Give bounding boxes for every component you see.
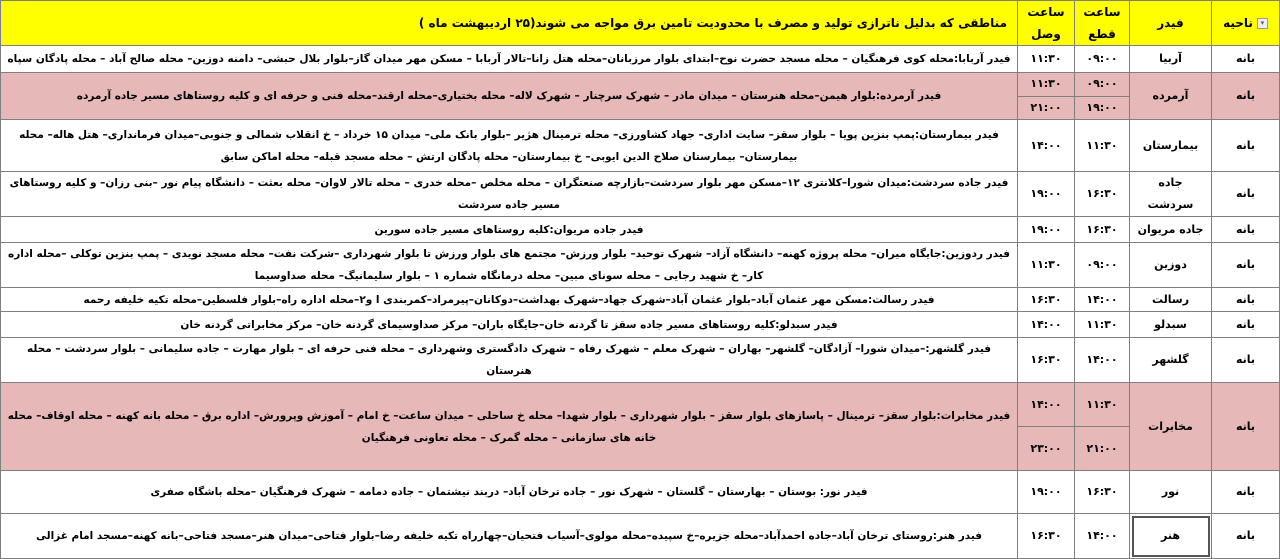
cut-time-cell[interactable]: ۱۱:۳۰ xyxy=(1075,383,1130,427)
feeder-cell[interactable]: هنر xyxy=(1130,514,1212,559)
areas-cell[interactable]: فیدر رسالت:مسکن مهر عثمان آباد–بلوار عثمان آباد–شهرک جهاد–شهرک بهداشت–دوکانان–پیرمراد–کمربندی ا و۲–محله اداره راه–بلوار فلسطین–محله تکیه خلیفه رحمه xyxy=(1,288,1018,312)
cut-time-cell[interactable]: ۱۶:۳۰ xyxy=(1075,471,1130,514)
connect-time-cell[interactable]: ۲۳:۰۰ xyxy=(1018,427,1075,471)
header-areas[interactable]: مناطقی که بدلیل ناترازی تولید و مصرف با محدودیت تامین برق مواجه می شوند(۲۵ اردیبهشت ماه ) xyxy=(1,1,1018,46)
table-row xyxy=(1,312,1280,338)
connect-time-cell[interactable]: ۱۶:۳۰ xyxy=(1018,514,1075,559)
feeder-cell[interactable]: بیمارستان xyxy=(1130,120,1212,172)
connect-time-cell[interactable]: ۱۴:۰۰ xyxy=(1018,383,1075,427)
cut-time-cell[interactable]: ۱۱:۳۰ xyxy=(1075,120,1130,172)
table-row xyxy=(1,338,1280,383)
connect-time-cell[interactable]: ۱۹:۰۰ xyxy=(1018,172,1075,217)
table-row xyxy=(1,73,1280,97)
connect-time-cell[interactable]: ۲۱:۰۰ xyxy=(1018,96,1075,120)
cut-time-cell[interactable]: ۱۴:۰۰ xyxy=(1075,514,1130,559)
cut-time-cell[interactable]: ۱۶:۳۰ xyxy=(1075,217,1130,243)
cut-time-cell[interactable]: ۱۴:۰۰ xyxy=(1075,338,1130,383)
feeder-cell[interactable]: جاده سردشت xyxy=(1130,172,1212,217)
cut-time-cell[interactable]: ۱۱:۳۰ xyxy=(1075,312,1130,338)
areas-cell[interactable]: فیدر آرمرده:بلوار هیمن–محله هنرستان – میدان مادر – شهرک سرچنار – شهرک لاله– محله بختیاری–محله ارقند–محله فنی و حرفه ای و کلیه روستاهای مسیر جاده آرمرده xyxy=(1,73,1018,120)
table-row xyxy=(1,217,1280,243)
areas-cell[interactable]: فیدر سبدلو:کلیه روستاهای مسیر جاده سقز تا گردنه خان–جایگاه باران– مرکز صداوسیمای گردنه خان– مرکز مخابراتی گردنه خان xyxy=(1,312,1018,338)
header-row xyxy=(1,1,1280,46)
areas-cell[interactable]: فیدر نور: بوستان – بهارستان – گلستان – شهرک نور – جاده ترخان آباد– دربند نیشتمان – جاده دمامه – شهرک فرهنگیان –محله باشگاه صفری xyxy=(1,471,1018,514)
feeder-cell[interactable]: سبدلو xyxy=(1130,312,1212,338)
connect-time-cell[interactable]: ۱۹:۰۰ xyxy=(1018,217,1075,243)
region-cell[interactable]: بانه xyxy=(1212,46,1280,73)
feeder-cell[interactable]: آربیا xyxy=(1130,46,1212,73)
areas-cell[interactable]: فیدر آربابا:محله کوی فرهنگیان – محله مسجد حضرت نوح–ابتدای بلوار مرزبانان–محله هتل زانا–تالار آربابا – مسکن مهر میدان گاز–بلوار بلال حبشی– دامنه دوزین– محله صالح آباد – محله پادگان سپاه xyxy=(1,46,1018,73)
region-cell[interactable]: بانه xyxy=(1212,73,1280,120)
connect-time-cell[interactable]: ۱۱:۳۰ xyxy=(1018,46,1075,73)
region-cell[interactable]: بانه xyxy=(1212,217,1280,243)
feeder-cell[interactable]: دوزین xyxy=(1130,243,1212,288)
connect-time-cell[interactable]: ۱۴:۰۰ xyxy=(1018,312,1075,338)
region-cell[interactable]: بانه xyxy=(1212,338,1280,383)
table-row xyxy=(1,120,1280,172)
connect-time-cell[interactable]: ۱۴:۰۰ xyxy=(1018,120,1075,172)
table-row xyxy=(1,288,1280,312)
cut-time-cell[interactable]: ۰۹:۰۰ xyxy=(1075,73,1130,97)
connect-time-cell[interactable]: ۱۱:۳۰ xyxy=(1018,73,1075,97)
region-cell[interactable]: بانه xyxy=(1212,288,1280,312)
header-connect-time[interactable]: ساعت وصل xyxy=(1018,1,1075,46)
areas-cell[interactable]: فیدر جاده سردشت:میدان شورا–کلانتری ۱۲–مسکن مهر بلوار سردشت–بازارچه صنعتگران – محله مخلص –محله خدری – محله تالار لاوان– محله بعثت – دانشگاه پیام نور –بنی رزان– و کلیه روستاهای مسیر جاده سردشت xyxy=(1,172,1018,217)
region-cell[interactable]: بانه xyxy=(1212,514,1280,559)
cut-time-cell[interactable]: ۲۱:۰۰ xyxy=(1075,427,1130,471)
cut-time-cell[interactable]: ۱۶:۳۰ xyxy=(1075,172,1130,217)
header-region-label: ناحیه xyxy=(1223,16,1253,30)
cut-time-cell[interactable]: ۰۹:۰۰ xyxy=(1075,46,1130,73)
areas-cell[interactable]: فیدر هنر:روستای ترخان آباد–جاده احمدآباد–محله جزیره–خ سپیده–محله مولوی–آسیاب فتحیان–چهارراه تکیه خلیفه رضا–بلوار فتاحی–میدان هنر–مسجد فتاحی–بانه کهنه–مسجد امام غزالی xyxy=(1,514,1018,559)
region-cell[interactable]: بانه xyxy=(1212,243,1280,288)
areas-cell[interactable]: فیدر ردوزین:جایگاه میران– محله پروژه کهنه– دانشگاه آزاد– شهرک توحید– بلوار ورزش– مجتمع های بلوار ورزش تا بلوار شهرداری –شرکت نفت– محله مسجد نویدی – پمپ بنزین توکلی –محله اداره کار– خ شهید رجایی – محله سونای مبین– محله درمانگاه شماره ۱ – بلوار سلیمانیگ– محله صداوسیما xyxy=(1,243,1018,288)
cut-time-cell[interactable]: ۰۹:۰۰ xyxy=(1075,243,1130,288)
areas-cell[interactable]: فیدر گلشهر:–میدان شورا– آزادگان– گلشهر– بهاران – شهرک معلم – شهرک رفاه – شهرک دادگستری وشهرداری – محله فنی حرفه ای – بلوار مهارت – جاده سلیمانی – بلوار سردشت – محله هنرستان xyxy=(1,338,1018,383)
feeder-cell[interactable]: نور xyxy=(1130,471,1212,514)
table-row xyxy=(1,46,1280,73)
areas-cell[interactable]: فیدر جاده مریوان:کلیه روستاهای مسیر جاده سورین xyxy=(1,217,1018,243)
region-cell[interactable]: بانه xyxy=(1212,383,1280,471)
table-row xyxy=(1,383,1280,427)
connect-time-cell[interactable]: ۱۹:۰۰ xyxy=(1018,471,1075,514)
region-cell[interactable]: بانه xyxy=(1212,120,1280,172)
table-row xyxy=(1,243,1280,288)
feeder-cell[interactable]: مخابرات xyxy=(1130,383,1212,471)
filter-dropdown-icon[interactable]: ▾ xyxy=(1257,18,1268,29)
feeder-cell[interactable]: رسالت xyxy=(1130,288,1212,312)
header-region[interactable] xyxy=(1212,1,1280,46)
feeder-cell[interactable]: آرمرده xyxy=(1130,73,1212,120)
header-cut-time[interactable]: ساعت قطع xyxy=(1075,1,1130,46)
table-row xyxy=(1,471,1280,514)
areas-cell[interactable]: فیدر مخابرات:بلوار سقز– ترمینال – پاسازهای بلوار سقز – بلوار شهرداری – بلوار شهدا– محله خ ساحلی – میدان ساعت– خ امام – آموزش وپرورش– اداره برق – محله بانه کهنه – محله اوقاف– محله خانه های سازمانی – محله گمرک – محله تعاونی فرهنگیان xyxy=(1,383,1018,471)
connect-time-cell[interactable]: ۱۶:۳۰ xyxy=(1018,338,1075,383)
areas-cell[interactable]: فیدر بیمارستان:پمپ بنزین پویا – بلوار سقز– سایت اداری– جهاد کشاورزی– محله ترمینال هژیر –بلوار بانک ملی– میدان ۱۵ خرداد – خ انقلاب شمالی و جنوبی–میدان فرمانداری– هتل هاله– محله بیمارستان– بیمارستان صلاح الدین ایوبی– خ بیمارستان– محله پادگان ارتش – محله مسجد قبله– محله اماکن سابق xyxy=(1,120,1018,172)
table-row xyxy=(1,172,1280,217)
region-cell[interactable]: بانه xyxy=(1212,172,1280,217)
table-row xyxy=(1,514,1280,559)
header-feeder[interactable]: فیدر xyxy=(1130,1,1212,46)
cut-time-cell[interactable]: ۱۴:۰۰ xyxy=(1075,288,1130,312)
feeder-cell[interactable]: گلشهر xyxy=(1130,338,1212,383)
cut-time-cell[interactable]: ۱۹:۰۰ xyxy=(1075,96,1130,120)
region-cell[interactable]: بانه xyxy=(1212,312,1280,338)
feeder-cell[interactable]: جاده مریوان xyxy=(1130,217,1212,243)
connect-time-cell[interactable]: ۱۶:۳۰ xyxy=(1018,288,1075,312)
connect-time-cell[interactable]: ۱۱:۳۰ xyxy=(1018,243,1075,288)
region-cell[interactable]: بانه xyxy=(1212,471,1280,514)
